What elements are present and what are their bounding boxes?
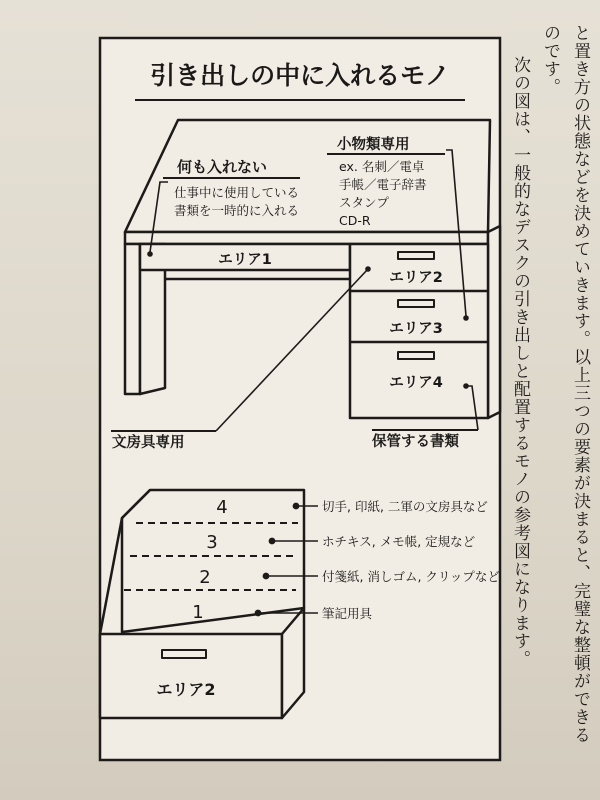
drawer-level-note-4: 切手, 印紙, 二軍の文房具など bbox=[322, 499, 488, 514]
drawer-level-number-3: 3 bbox=[206, 532, 218, 553]
body-text-column-2: のです。 bbox=[540, 24, 560, 96]
drawer-front-label: エリア2 bbox=[156, 680, 216, 699]
label-area2: エリア2 bbox=[389, 270, 443, 286]
drawer-level-note-1: 筆記用具 bbox=[322, 606, 373, 621]
drawer-level-note-3: ホチキス, メモ帳, 定規など bbox=[322, 534, 476, 549]
label-storage-docs: 保管する書類 bbox=[372, 434, 459, 450]
drawer3-handle bbox=[398, 300, 434, 307]
figure-title: 引き出しの中に入れるモノ bbox=[150, 61, 450, 90]
label-area4: エリア4 bbox=[389, 375, 443, 391]
label-smalls-item-1: ex. 名刺／電卓 bbox=[339, 159, 425, 174]
drawer-level-number-2: 2 bbox=[199, 567, 211, 588]
body-text-column-3: 次の図は、一般的なデスクの引き出しと配置するモノの参考図になります。 bbox=[510, 56, 530, 668]
drawer4-handle bbox=[398, 352, 434, 359]
desk-front-edge bbox=[125, 232, 488, 244]
drawer2-handle bbox=[398, 252, 434, 259]
drawer-interior bbox=[122, 490, 304, 632]
desk-left-leg bbox=[125, 244, 140, 394]
label-nothing-note-2: 書類を一時的に入れる bbox=[174, 203, 300, 218]
label-smalls-item-4: CD-R bbox=[339, 213, 371, 228]
drawer-level-number-4: 4 bbox=[216, 497, 228, 518]
label-nothing-heading: 何も入れない bbox=[177, 158, 268, 176]
label-smalls-item-3: スタンプ bbox=[339, 195, 390, 210]
desk-right-side bbox=[488, 226, 500, 418]
label-smalls-heading: 小物類専用 bbox=[337, 137, 410, 153]
drawer-level-number-1: 1 bbox=[192, 602, 204, 623]
drawer-front-handle bbox=[162, 650, 206, 658]
label-nothing-note-1: 仕事中に使用している bbox=[174, 185, 300, 200]
drawer-level-note-2: 付箋紙, 消しゴム, クリップなど bbox=[322, 569, 500, 584]
label-stationery: 文房具専用 bbox=[112, 435, 185, 451]
drawer-front bbox=[100, 634, 282, 718]
label-smalls-item-2: 手帳／電子辞書 bbox=[339, 177, 427, 192]
label-area1: エリア1 bbox=[218, 252, 272, 268]
body-text-column-1: と置き方の状態などを決めていきます。以上三つの要素が決まると、完璧な整頓ができる bbox=[570, 24, 590, 744]
label-area3: エリア3 bbox=[389, 321, 443, 337]
